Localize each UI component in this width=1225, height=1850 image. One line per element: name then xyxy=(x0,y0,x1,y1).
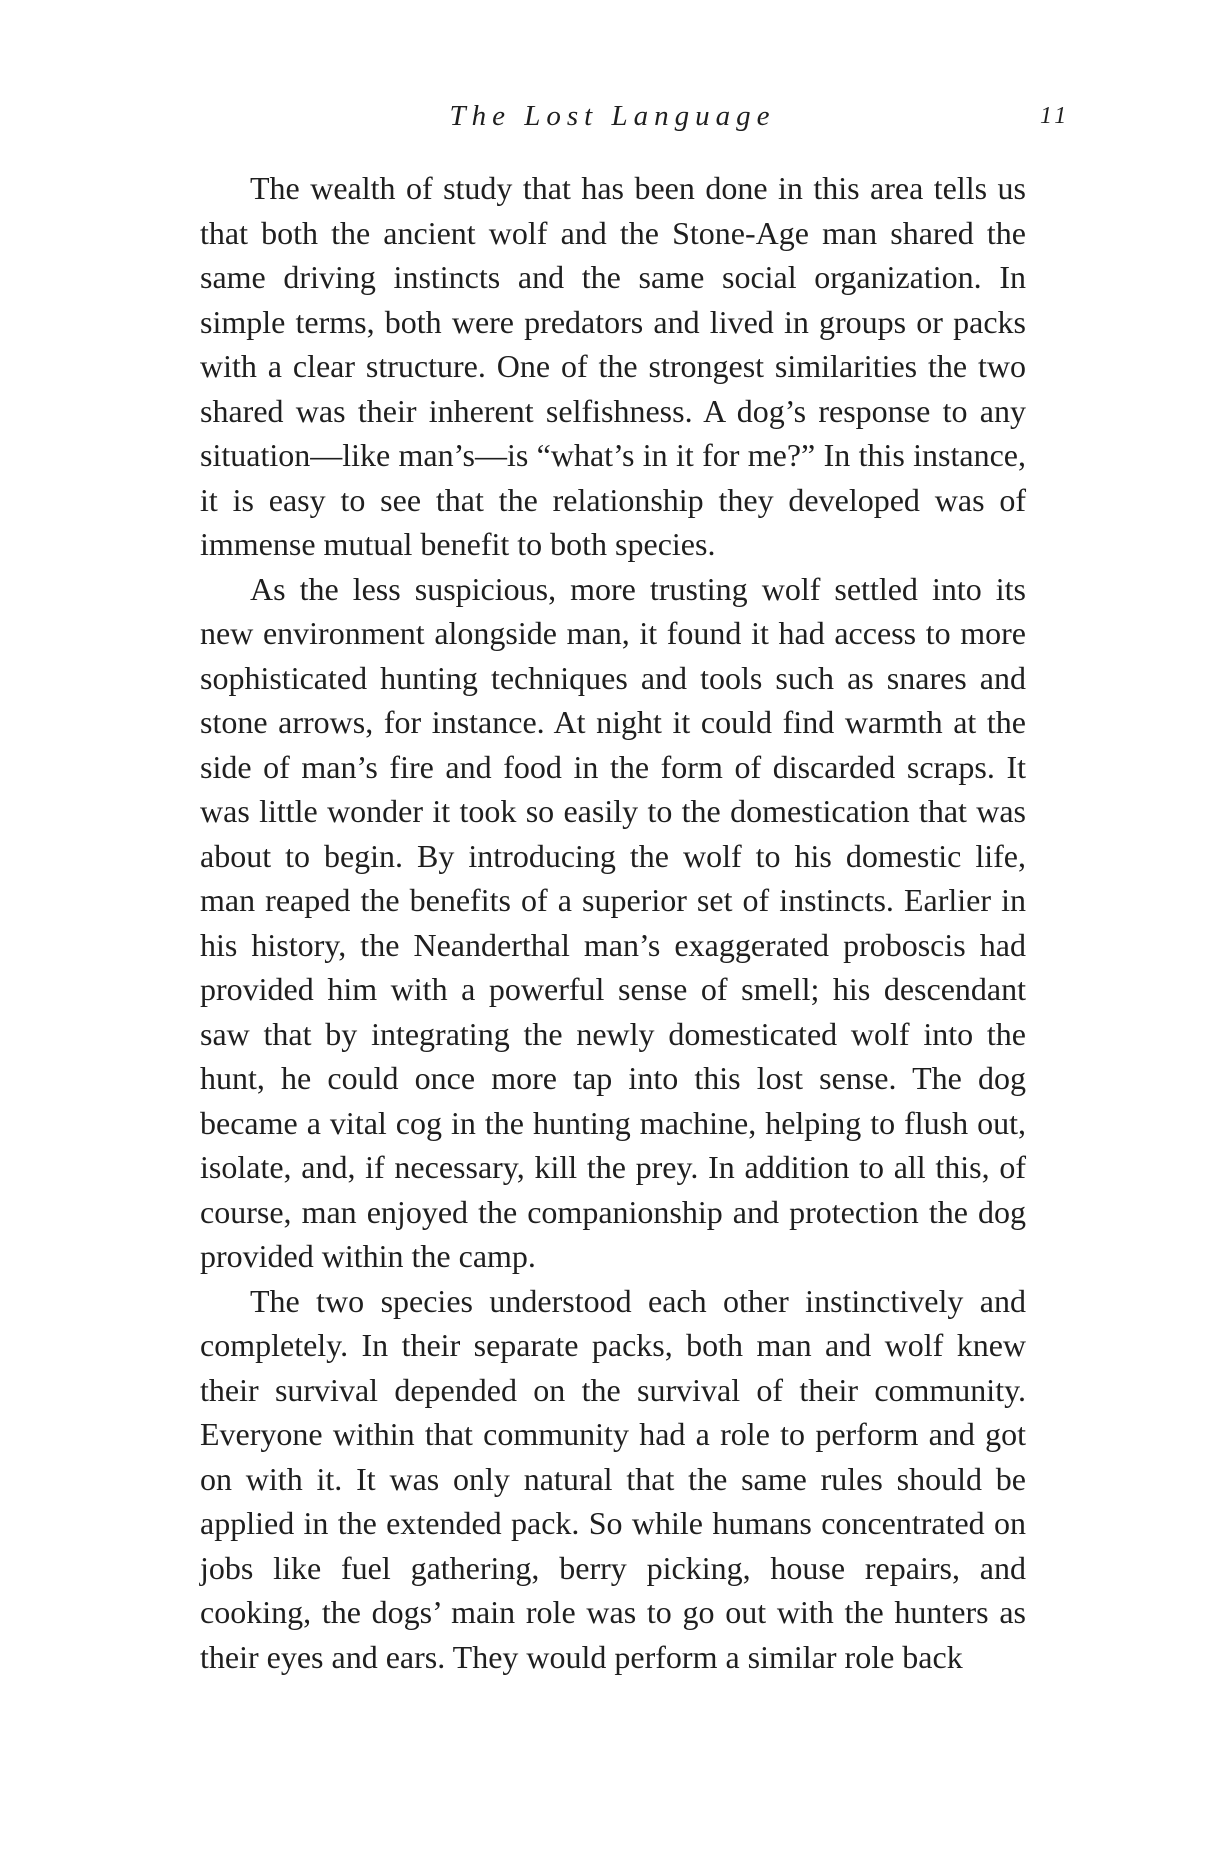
paragraph-3: The two species understood each other instinctively and completely. In their separate packs, both man and wolf knew their survival depended on the survival of their community. Everyone within that community had a role to perform and got on with it. It was only natural that the same rules should be applied in the extended pack. So while humans concentrated on jobs like fuel gathering, berry picking, house repairs, and cooking, the dogs’ main role was to go out with the hunters as their eyes and ears. They would perform a similar role back xyxy=(200,1282,1026,1675)
running-head: The Lost Language xyxy=(449,100,776,132)
page-number: 11 xyxy=(1040,103,1071,129)
paragraph-1: The wealth of study that has been done in this area tells us that both the ancient wolf and the Stone-Age man shared the same driving instincts and the same social organization. In simple terms, both were predators and lived in groups or packs with a clear structure. One of the strongest similarities the two shared was their inherent selfishness. A dog’s response to any situation—like man’s—is “what’s in it for me?” In this instance, it is easy to see that the relationship they developed was of immense mutual benefit to both species. xyxy=(200,170,1026,562)
body-text xyxy=(200,166,1026,1679)
paragraph-2: As the less suspicious, more trusting wolf settled into its new environment alongside man, it found it had access to more sophisticated hunting techniques and tools such as snares and stone arrows, for instance. At night it could find warmth at the side of man’s fire and food in the form of discarded scraps. It was little wonder it took so easily to the domestication that was about to begin. By introducing the wolf to his domestic life, man reaped the benefits of a superior set of instincts. Earlier in his history, the Neanderthal man’s exaggerated proboscis had provided him with a powerful sense of smell; his descendant saw that by integrating the newly domesticated wolf into the hunt, he could once more tap into this lost sense. The dog became a vital cog in the hunting machine, helping to flush out, isolate, and, if necessary, kill the prey. In addition to all this, of course, man enjoyed the companionship and protection the dog provided within the camp. xyxy=(200,570,1026,1274)
